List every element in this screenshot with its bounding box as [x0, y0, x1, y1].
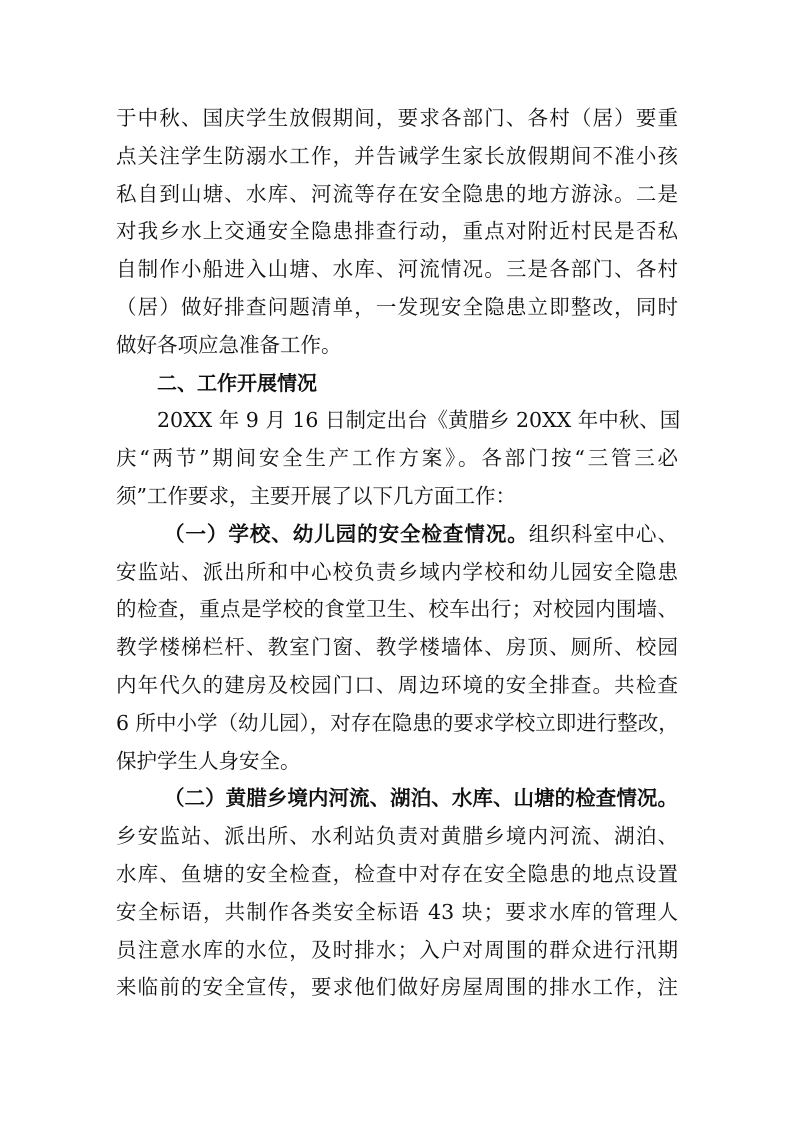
paragraph-line: 自制作小船进入山塘、水库、河流情况。三是各部门、各村: [116, 257, 678, 282]
section-heading: 二、工作开展情况: [157, 370, 317, 395]
paragraph-line: 私自到山塘、水库、河流等存在安全隐患的地方游泳。二是: [116, 181, 678, 206]
subsection-first-line: [116, 516, 678, 554]
paragraph-line: 对我乡水上交通安全隐患排查行动，重点对附近村民是否私: [116, 219, 678, 244]
paragraph-line: 员注意水库的水位，及时排水；入户对周围的群众进行汛期: [116, 937, 678, 962]
paragraph-line: 水库、鱼塘的安全检查，检查中对存在安全隐患的地点设置: [116, 861, 678, 886]
paragraph-line: 内年代久的建房及校园门口、周边环境的安全排查。共检查: [116, 672, 678, 697]
paragraph-line: 的检查，重点是学校的食堂卫生、校车出行；对校园内围墙、: [116, 597, 678, 622]
paragraph-line: 须”工作要求，主要开展了以下几方面工作：: [116, 483, 516, 508]
paragraph-line: 于中秋、国庆学生放假期间，要求各部门、各村（居）要重: [116, 106, 678, 130]
paragraph-line: 安全标语，共制作各类安全标语 43 块；要求水库的管理人: [116, 899, 678, 924]
paragraph-line: 做好各项应急准备工作。: [116, 332, 342, 357]
paragraph-line: 庆“两节”期间安全生产工作方案》。各部门按“三管三必: [116, 446, 678, 471]
paragraph-line: 点关注学生防溺水工作，并告诫学生家长放假期间不准小孩: [116, 143, 678, 168]
paragraph-line: 20XX 年 9 月 16 日制定出台《黄腊乡 20XX 年中秋、国: [157, 408, 681, 433]
paragraph-line: 来临前的安全宣传，要求他们做好房屋周围的排水工作，注: [116, 975, 678, 1000]
paragraph-line: 教学楼梯栏杆、教室门窗、教学楼墙体、房顶、厕所、校园: [116, 635, 678, 660]
paragraph-line: 6 所中小学（幼儿园），对存在隐患的要求学校立即进行整改，: [116, 710, 679, 735]
paragraph-line: 保护学生人身安全。: [116, 748, 301, 773]
paragraph-line: （居）做好排查问题清单，一发现安全隐患立即整改，同时: [116, 294, 678, 319]
subsection-heading: （一）学校、幼儿园的安全检查情况。: [164, 521, 529, 546]
paragraph-line: 乡安监站、派出所、水利站负责对黄腊乡境内河流、湖泊、: [116, 824, 678, 849]
subsection-heading: （二）黄腊乡境内河流、湖泊、水库、山塘的检查情况。: [164, 786, 678, 811]
paragraph-text: 组织科室中心、: [528, 521, 679, 546]
paragraph-line: 安监站、派出所和中心校负责乡域内学校和幼儿园安全隐患: [116, 559, 678, 584]
document-body: [116, 100, 681, 1007]
